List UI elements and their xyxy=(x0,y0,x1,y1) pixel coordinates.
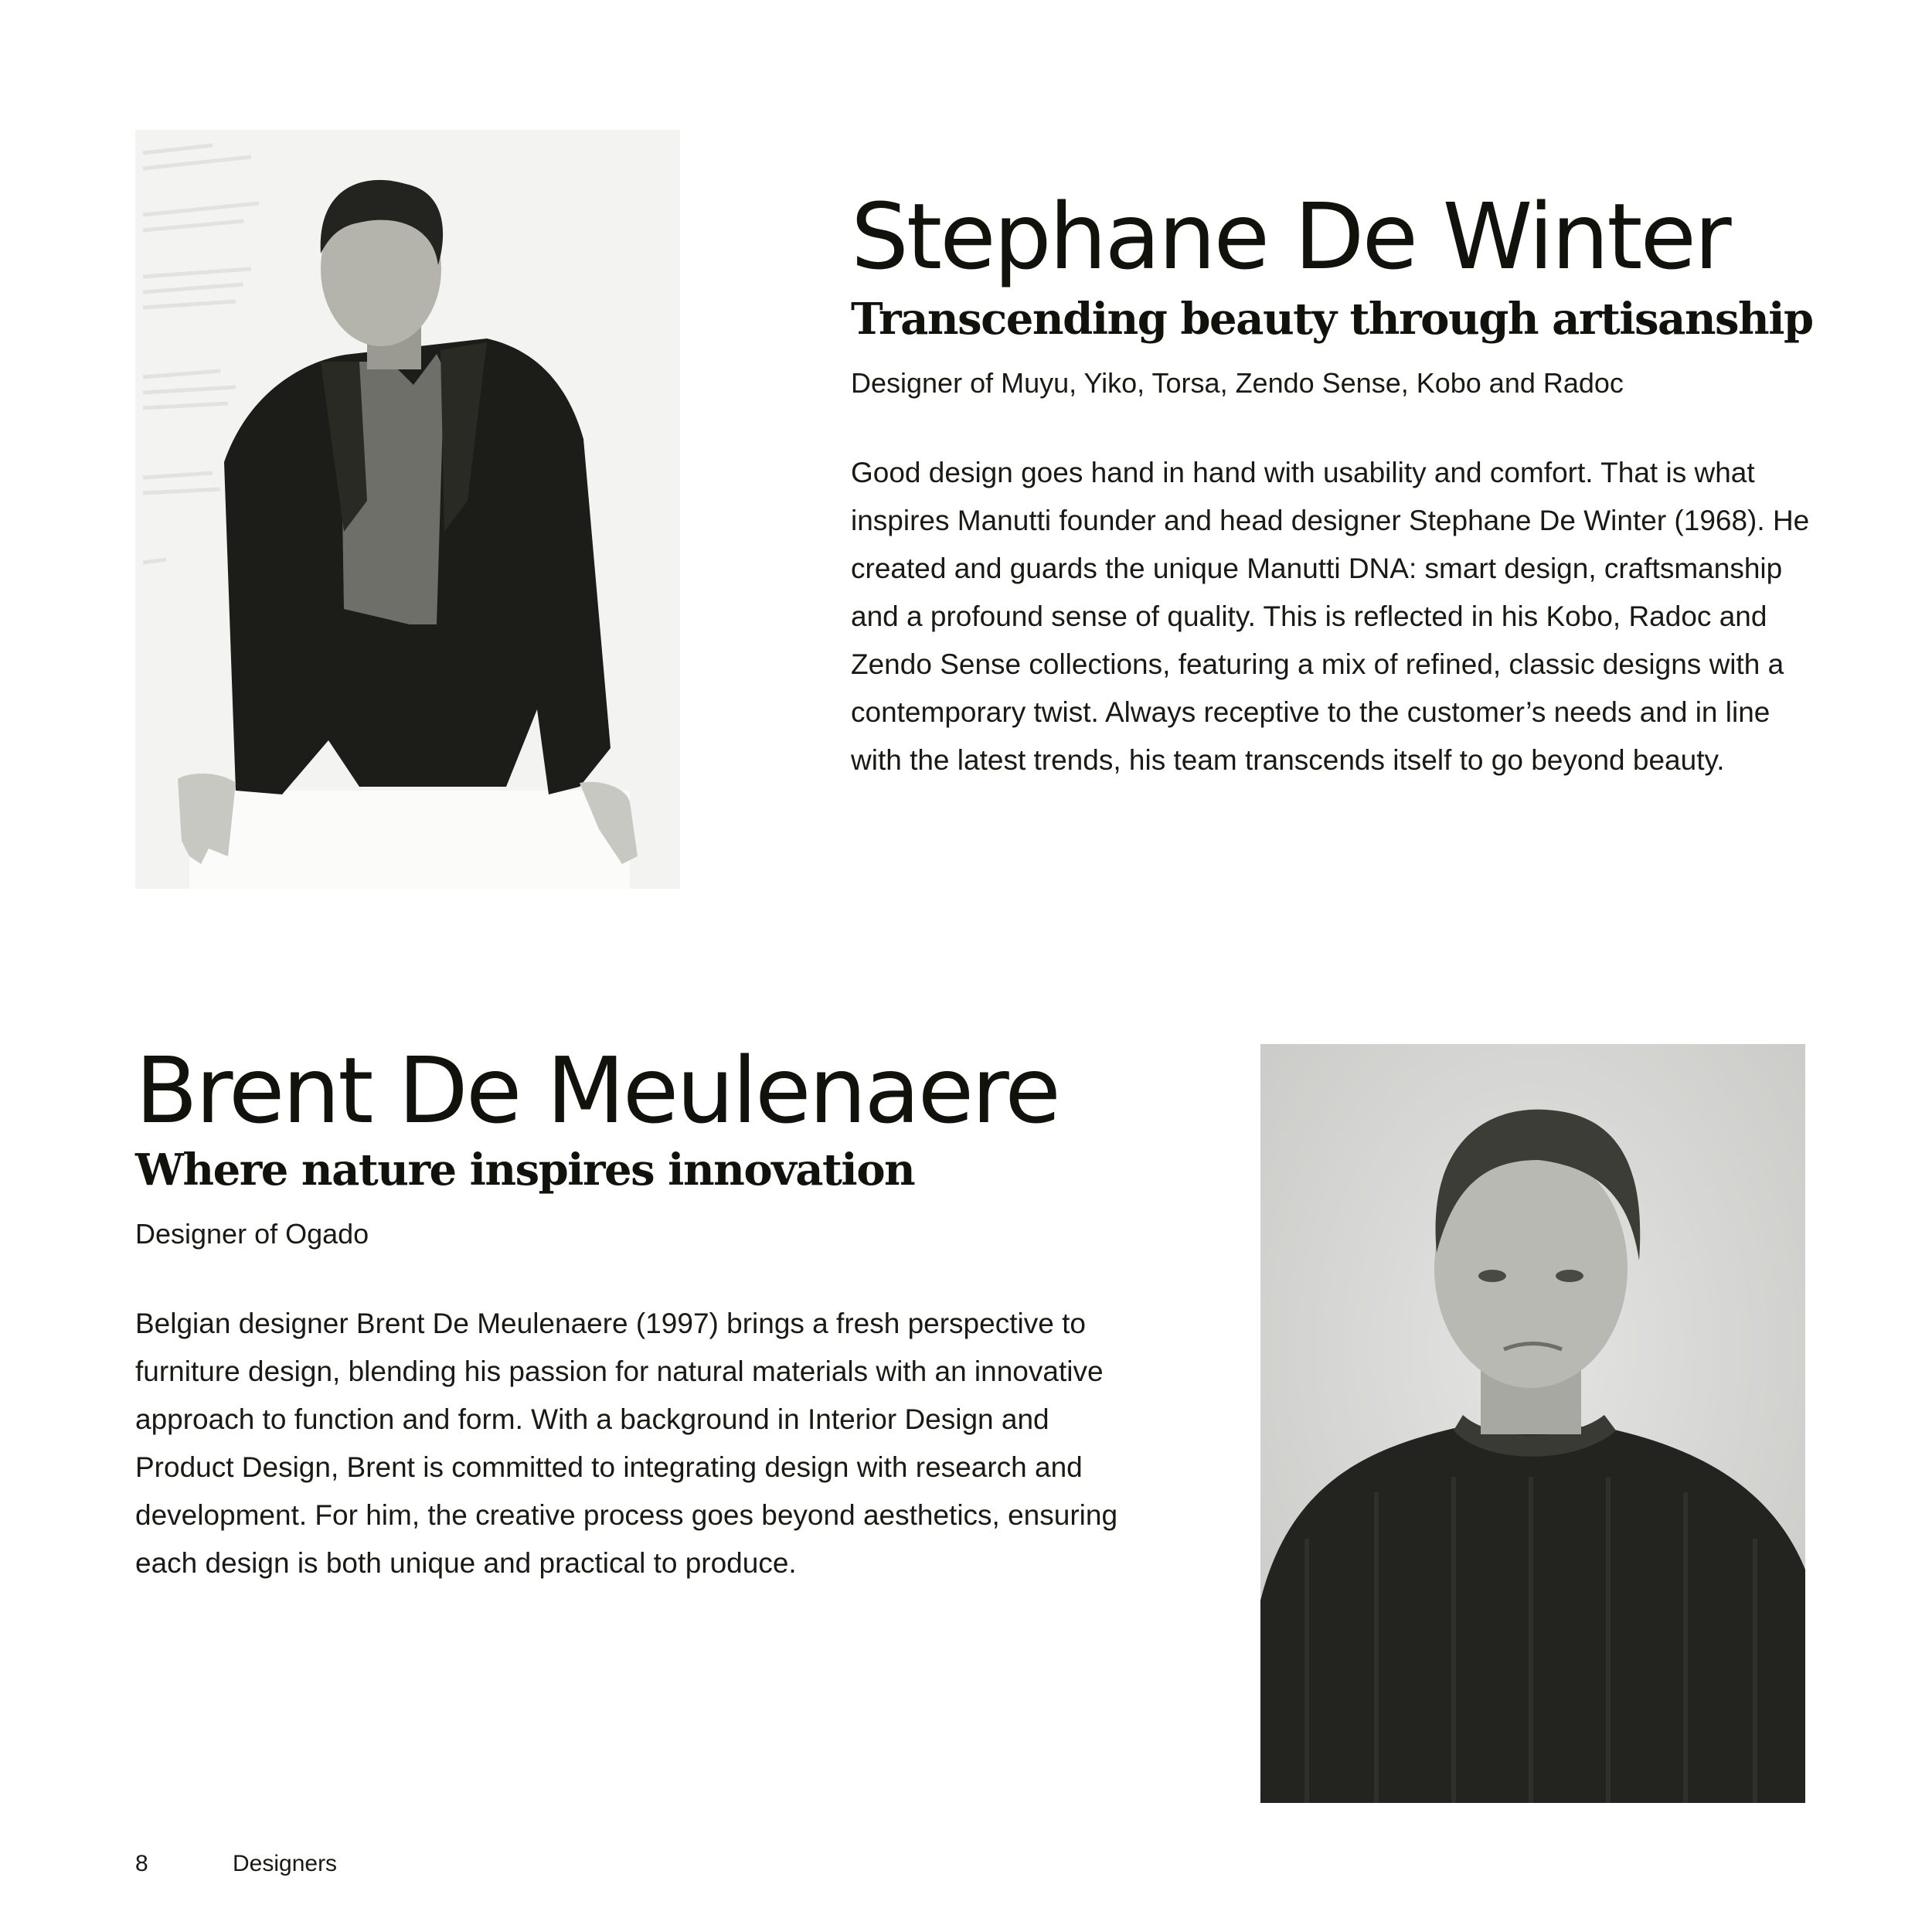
designer-stephane-section xyxy=(851,183,1817,784)
designer-credits: Designer of Ogado xyxy=(135,1218,369,1250)
designer-name: Stephane De Winter xyxy=(851,183,1730,290)
section-label: Designers xyxy=(233,1851,338,1876)
designer-bio: Good design goes hand in hand with usability and comfort. That is what inspires Manutti founder and head designer Stephane De Winter (1968). He created and guards the unique Manutti DNA: smart design, craftsmanship and a profound sense of quality. This is reflected in his Kobo, Radoc and Zendo Sense collections, featuring a mix of refined, classic designs with a contemporary twist. Always receptive to the customer’s needs and in line with the latest trends, his team transcends itself to go beyond beauty. xyxy=(851,456,1810,776)
designer-tagline: Where nature inspires innovation xyxy=(135,1144,915,1196)
designer-bio: Belgian designer Brent De Meulenaere (1997) brings a fresh perspective to furniture design, blending his passion for natural materials with an innovative approach to function and form. With a background in Interior Design and Product Design, Brent is committed to integrating design with research and development. For him, the creative process goes beyond aesthetics, ensuring each design is both unique and practical to produce. xyxy=(135,1307,1118,1579)
designer-tagline: Transcending beauty through artisanship xyxy=(851,293,1813,345)
designer-name: Brent De Meulenaere xyxy=(135,1037,1059,1144)
designer-brent-section xyxy=(135,1037,1140,1587)
portrait-brent-de-meulenaere xyxy=(1260,1044,1805,1803)
page-number: 8 xyxy=(135,1851,148,1876)
portrait-stephane-de-winter xyxy=(135,130,680,889)
designer-credits: Designer of Muyu, Yiko, Torsa, Zendo Sense, Kobo and Radoc xyxy=(851,367,1624,400)
